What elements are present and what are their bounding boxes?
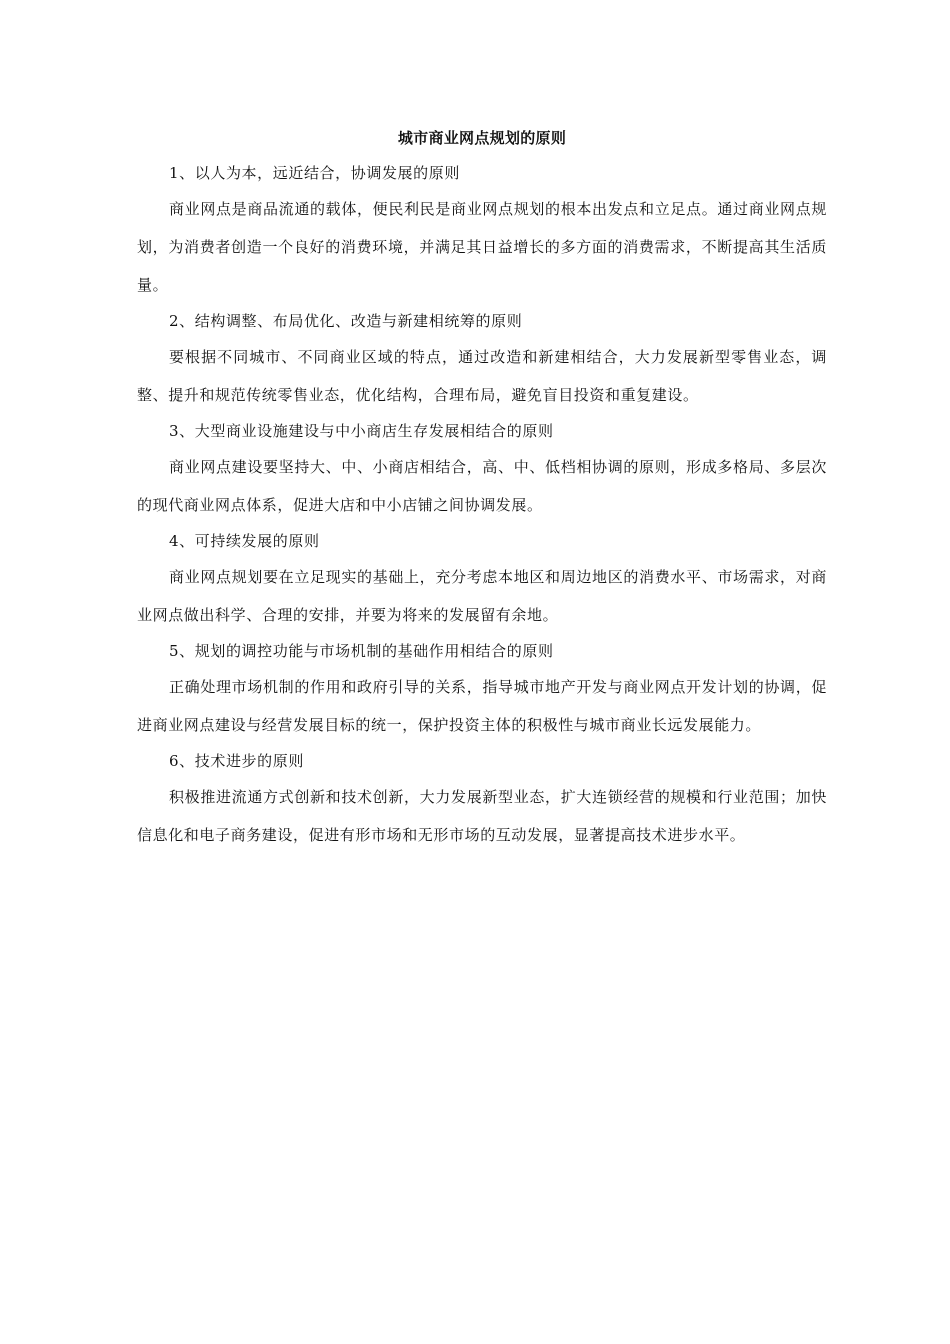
section-heading-3: 3、大型商业设施建设与中小商店生存发展相结合的原则 — [169, 422, 554, 440]
section-heading-1: 1、以人为本，远近结合，协调发展的原则 — [169, 164, 460, 182]
section-heading-6: 6、技术进步的原则 — [169, 752, 304, 770]
section-paragraph-5: 正确处理市场机制的作用和政府引导的关系，指导城市地产开发与商业网点开发计划的协调，促进商业网点建设与经营发展目标的统一，保护投资主体的积极性与城市商业长远发展能力。 — [137, 678, 827, 734]
section-paragraph-6: 积极推进流通方式创新和技术创新，大力发展新型业态，扩大连锁经营的规模和行业范围；加快信息化和电子商务建设，促进有形市场和无形市场的互动发展，显著提高技术进步水平。 — [137, 788, 827, 844]
document-body — [137, 124, 827, 854]
section-paragraph-1: 商业网点是商品流通的载体，便民利民是商业网点规划的根本出发点和立足点。通过商业网点规划，为消费者创造一个良好的消费环境，并满足其日益增长的多方面的消费需求，不断提高其生活质量。 — [137, 200, 827, 294]
section-heading-2: 2、结构调整、布局优化、改造与新建相统筹的原则 — [169, 312, 523, 330]
section-heading-4: 4、可持续发展的原则 — [169, 532, 320, 550]
section-paragraph-4: 商业网点规划要在立足现实的基础上，充分考虑本地区和周边地区的消费水平、市场需求，对商业网点做出科学、合理的安排，并要为将来的发展留有余地。 — [137, 568, 827, 624]
section-paragraph-3: 商业网点建设要坚持大、中、小商店相结合，高、中、低档相协调的原则，形成多格局、多层次的现代商业网点体系，促进大店和中小店铺之间协调发展。 — [137, 458, 827, 514]
document-title: 城市商业网点规划的原则 — [397, 129, 567, 147]
section-heading-5: 5、规划的调控功能与市场机制的基础作用相结合的原则 — [169, 642, 554, 660]
section-paragraph-2: 要根据不同城市、不同商业区域的特点，通过改造和新建相结合，大力发展新型零售业态，调整、提升和规范传统零售业态，优化结构，合理布局，避免盲目投资和重复建设。 — [137, 348, 827, 404]
